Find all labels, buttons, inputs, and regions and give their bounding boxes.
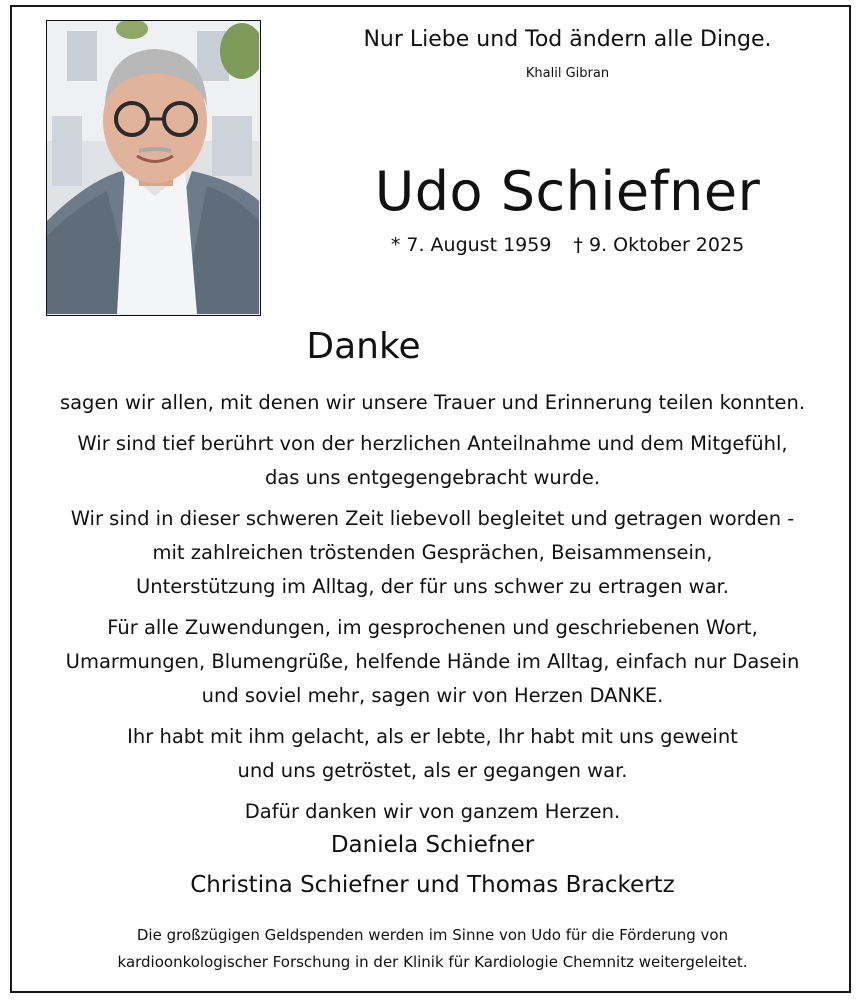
paragraph <box>0 502 865 604</box>
quote-author: Khalil Gibran <box>525 66 610 81</box>
note-line: kardioonkologischer Forschung in der Klinik für Kardiologie Chemnitz weitergeleitet. <box>117 953 748 971</box>
text-line: das uns entgegengebracht wurde. <box>264 466 601 489</box>
text-line: und soviel mehr, sagen wir von Herzen DANKE. <box>201 684 664 707</box>
paragraph <box>0 386 865 420</box>
portrait-photo <box>46 20 261 316</box>
text-line: mit zahlreichen tröstenden Gesprächen, Beisammensein, <box>152 541 713 564</box>
message-body <box>0 386 865 836</box>
text-line: Wir sind in dieser schweren Zeit liebevoll begleitet und getragen worden - <box>70 507 795 530</box>
signatures <box>0 825 865 905</box>
deceased-name: Udo Schiefner <box>374 160 761 223</box>
paragraph <box>0 427 865 495</box>
signature-name: Christina Schiefner und Thomas Brackertz <box>190 872 675 898</box>
text-line: Dafür danken wir von ganzem Herzen. <box>244 800 621 823</box>
text-line: Unterstützung im Alltag, der für uns schwer zu ertragen war. <box>136 575 729 598</box>
heading-text: Danke <box>306 326 421 367</box>
text-line: Umarmungen, Blumengrüße, helfende Hände im Alltag, einfach nur Dasein <box>65 650 800 673</box>
text-line: Für alle Zuwendungen, im gesprochenen und geschriebenen Wort, <box>107 616 758 639</box>
paragraph <box>0 611 865 713</box>
life-dates <box>290 234 845 256</box>
signature-name: Daniela Schiefner <box>330 832 535 858</box>
text-line: sagen wir allen, mit denen wir unsere Trauer und Erinnerung teilen konnten. <box>59 391 806 414</box>
paragraph <box>0 720 865 788</box>
donation-note <box>0 922 865 976</box>
quote-text: Nur Liebe und Tod ändern alle Dinge. <box>363 27 772 52</box>
text-line: Wir sind tief berührt von der herzlichen Anteilnahme und dem Mitgefühl, <box>77 432 788 455</box>
heading <box>0 326 865 367</box>
paragraph <box>0 795 865 829</box>
text-line: Ihr habt mit ihm gelacht, als er lebte, Ihr habt mit uns geweint <box>127 725 738 748</box>
death-date: † 9. Oktober 2025 <box>573 234 745 256</box>
birth-date: * 7. August 1959 <box>390 234 552 256</box>
text-line: und uns getröstet, als er gegangen war. <box>237 759 628 782</box>
note-line: Die großzügigen Geldspenden werden im Sinne von Udo für die Förderung von <box>136 926 729 944</box>
